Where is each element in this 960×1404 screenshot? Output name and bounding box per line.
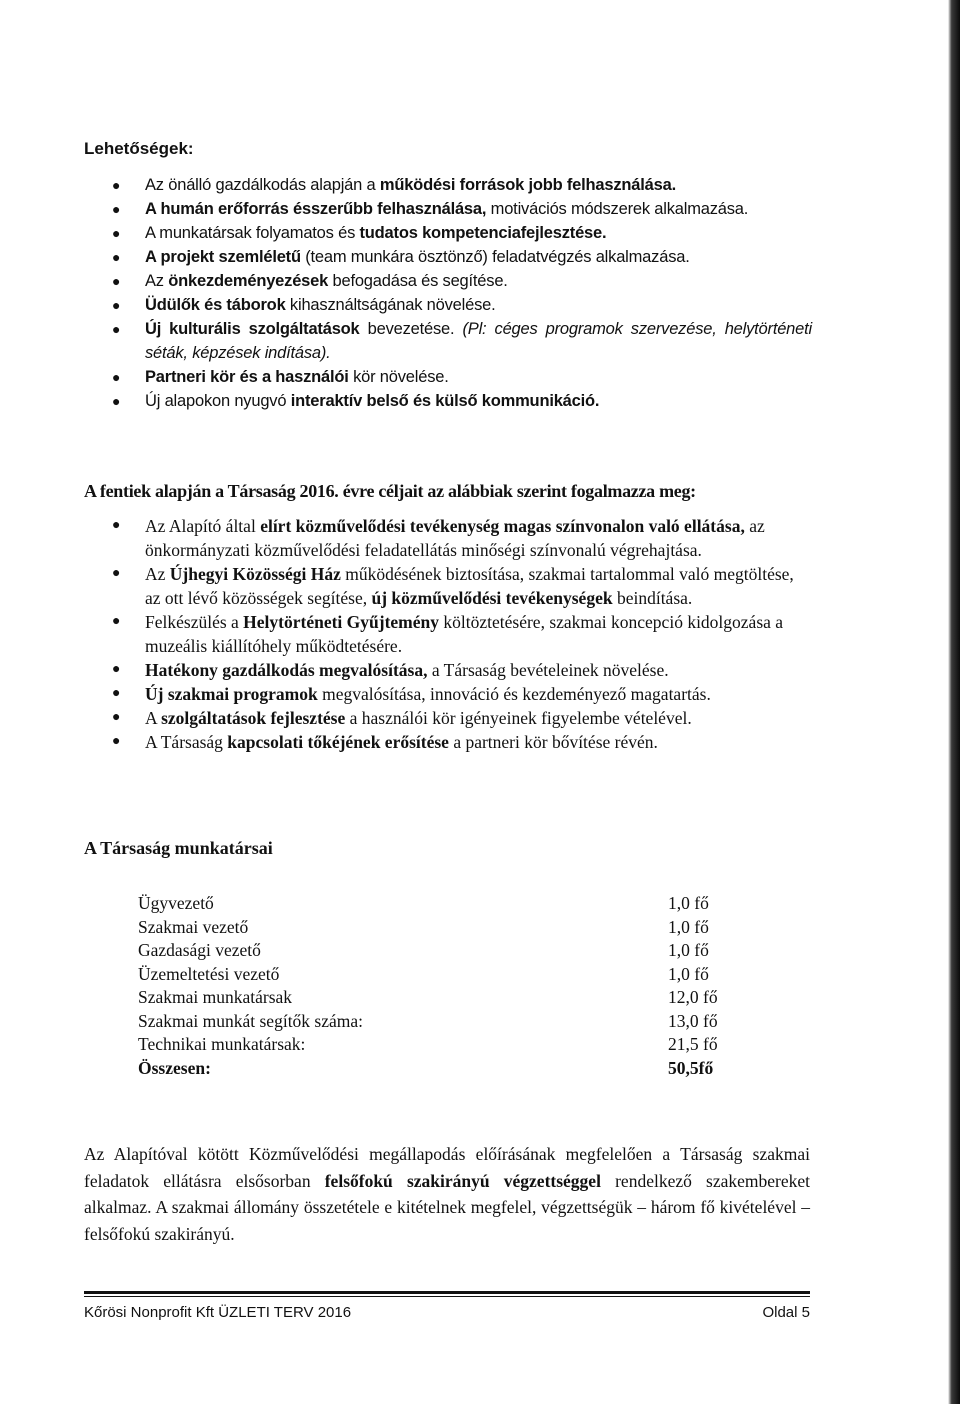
- staff-row: [138, 963, 778, 987]
- section-title-goals: A fentiek alapján a Társaság 2016. évre céljait az alábbiak szerint fogalmazza meg:: [84, 481, 696, 501]
- footer-rule: [84, 1291, 810, 1294]
- bullet-dot-icon: ●: [112, 369, 121, 385]
- staff-role: Szakmai munkát segítők száma:: [138, 1010, 364, 1031]
- section-title-lehetosegek: Lehetőségek:: [84, 139, 194, 158]
- scan-edge: [948, 0, 960, 1404]
- staff-role: Gazdasági vezető: [138, 940, 261, 960]
- list-item: [112, 682, 812, 706]
- text-run: rendelkező szakembereket alkalmaz. A szakmai állomány összetétele e kitételnek megfelel, végzettségük – három fő kivételével – felsőfokú szakirányú.: [84, 1170, 810, 1244]
- text-run: a partneri kör bővítése révén.: [448, 732, 658, 752]
- bullet-dot-icon: ●: [112, 393, 121, 409]
- list-item: [112, 730, 812, 754]
- bold-text: Partneri kör és a használói: [145, 368, 349, 386]
- text-run: Az Alapítóval kötött Közművelődési megállapodás előírásának megfelelően a Társaság szakmai feladatok ellátásra elsősorban: [84, 1144, 810, 1191]
- bullet-dot-icon: ●: [112, 177, 121, 193]
- staff-total-row: [138, 1057, 778, 1081]
- footer-page-number: Oldal 5: [762, 1304, 810, 1321]
- staff-role: Szakmai vezető: [138, 916, 249, 937]
- text-run: működésének biztosítása, szakmai tartalommal való megtöltése, az ott lévő közösségek segítése,: [145, 564, 794, 608]
- bold-text: önkezdeményezések: [168, 272, 329, 290]
- section-title-staff: A Társaság munkatársai: [84, 838, 273, 858]
- staff-count: 1,0 fő: [668, 963, 709, 984]
- list-item: [112, 269, 812, 293]
- list-item: [112, 173, 812, 197]
- text-run: megvalósítása, innováció és kezdeményező magatartás.: [317, 684, 711, 704]
- staff-row: [138, 892, 778, 916]
- list-item: [112, 562, 812, 610]
- list-item: [112, 245, 812, 269]
- bold-text: működési források jobb felhasználása.: [379, 176, 676, 194]
- bold-text: új közművelődési tevékenységek: [371, 588, 613, 608]
- staff-role: Technikai munkatársak:: [138, 1034, 306, 1054]
- text-run: befogadása és segítése.: [328, 272, 508, 290]
- bold-text: Helytörténeti Gyűjtemény: [243, 612, 440, 632]
- goals-list: [112, 514, 812, 754]
- text-run: bevezetése.: [359, 320, 463, 338]
- bold-text: interaktív belső és külső kommunikáció.: [290, 392, 600, 410]
- staff-row: [138, 1033, 778, 1057]
- bold-text: A humán erőforrás ésszerűbb felhasználása,: [145, 200, 487, 218]
- bullet-dot-icon: ●: [112, 662, 121, 677]
- bullet-dot-icon: ●: [112, 297, 121, 313]
- text-run: az önkormányzati közművelődési feladatellátás minőségi színvonalú végrehajtása.: [145, 516, 765, 560]
- bullet-dot-icon: ●: [112, 566, 121, 581]
- bold-text: szolgáltatások fejlesztése: [161, 708, 346, 728]
- text-run: Az önálló gazdálkodás alapján a: [145, 176, 380, 194]
- staff-total-value: 50,5fő: [668, 1057, 714, 1078]
- text-run: kör növelése.: [348, 368, 449, 386]
- staff-role: Ügyvezető: [138, 893, 214, 913]
- staff-count: 1,0 fő: [668, 916, 709, 937]
- bullet-dot-icon: ●: [112, 201, 121, 217]
- bullet-dot-icon: ●: [112, 710, 121, 725]
- list-item: [112, 197, 812, 221]
- bold-text: Új szakmai programok: [145, 684, 318, 704]
- bullet-dot-icon: ●: [112, 225, 121, 241]
- text-run: Az: [145, 272, 169, 290]
- bold-text: Újhegyi Közösségi Ház: [169, 564, 341, 584]
- bullet-dot-icon: ●: [112, 686, 121, 701]
- bold-text: felsőfokú szakirányú végzettséggel: [324, 1170, 601, 1191]
- footer-document-title: Kőrösi Nonprofit Kft ÜZLETI TERV 2016: [84, 1304, 352, 1321]
- opportunities-list: [112, 173, 812, 413]
- text-run: kihasználtságának növelése.: [285, 296, 496, 314]
- list-item: [112, 610, 812, 658]
- bold-text: kapcsolati tőkéjének erősítése: [227, 732, 449, 752]
- text-run: költöztetésére, szakmai koncepció kidolgozása a muzeális kiállítóhely működtetésére.: [145, 612, 784, 656]
- list-item: [112, 658, 812, 682]
- list-item: [112, 389, 812, 413]
- staff-row: [138, 939, 778, 963]
- bullet-dot-icon: ●: [112, 614, 121, 629]
- text-run: motivációs módszerek alkalmazása.: [486, 200, 749, 218]
- bullet-dot-icon: ●: [112, 734, 121, 749]
- staff-row: [138, 1010, 778, 1034]
- bullet-dot-icon: ●: [112, 518, 121, 533]
- staff-role: Szakmai munkatársak: [138, 987, 293, 1007]
- list-item: [112, 514, 812, 562]
- staff-count: 1,0 fő: [668, 893, 709, 913]
- list-item: [112, 293, 812, 317]
- text-run: a Társaság bevételeinek növelése.: [427, 660, 669, 680]
- list-item: [112, 365, 812, 389]
- closing-paragraph: [84, 1141, 810, 1247]
- staff-row: [138, 986, 778, 1010]
- staff-count: 12,0 fő: [668, 987, 718, 1007]
- text-run: Az: [145, 564, 170, 584]
- page-footer: [84, 1304, 810, 1321]
- text-run: A munkatársak folyamatos és: [145, 224, 360, 242]
- list-item: [112, 221, 812, 245]
- list-item: [112, 706, 812, 730]
- staff-total-label: Összesen:: [138, 1057, 211, 1078]
- bullet-dot-icon: ●: [112, 273, 121, 289]
- bold-text: elírt közművelődési tevékenység magas színvonalon való ellátása,: [260, 516, 745, 536]
- text-run: beindítása.: [612, 588, 693, 608]
- bold-text: Új kulturális szolgáltatások: [145, 320, 360, 338]
- text-run: a használói kör igényeinek figyelembe vételével.: [345, 708, 692, 728]
- text-run: Felkészülés a: [145, 612, 244, 632]
- staff-count: 21,5 fő: [668, 1034, 718, 1054]
- text-run: Az Alapító által: [145, 516, 261, 536]
- bold-text: tudatos kompetenciafejlesztése.: [359, 224, 607, 242]
- bold-text: Üdülők és táborok: [145, 296, 286, 314]
- list-item: [112, 317, 812, 365]
- staff-count: 1,0 fő: [668, 940, 709, 960]
- text-run: A Társaság: [145, 732, 228, 752]
- staff-row: [138, 916, 778, 940]
- bold-text: A projekt szemléletű: [145, 248, 301, 266]
- text-run: (team munkára ösztönző) feladatvégzés alkalmazása.: [300, 248, 690, 266]
- bullet-dot-icon: ●: [112, 249, 121, 265]
- staff-count: 13,0 fő: [668, 1010, 718, 1031]
- staff-table: [138, 892, 778, 1080]
- staff-role: Üzemeltetési vezető: [138, 963, 280, 984]
- footer-rule-thin: [84, 1296, 810, 1297]
- italic-text: (Pl: céges programok szervezése, helytörténeti séták, képzések indítása).: [145, 320, 812, 362]
- text-run: Új alapokon nyugvó: [145, 392, 291, 410]
- text-run: A: [145, 708, 162, 728]
- bold-text: Hatékony gazdálkodás megvalósítása,: [145, 660, 428, 680]
- bullet-dot-icon: ●: [112, 321, 121, 337]
